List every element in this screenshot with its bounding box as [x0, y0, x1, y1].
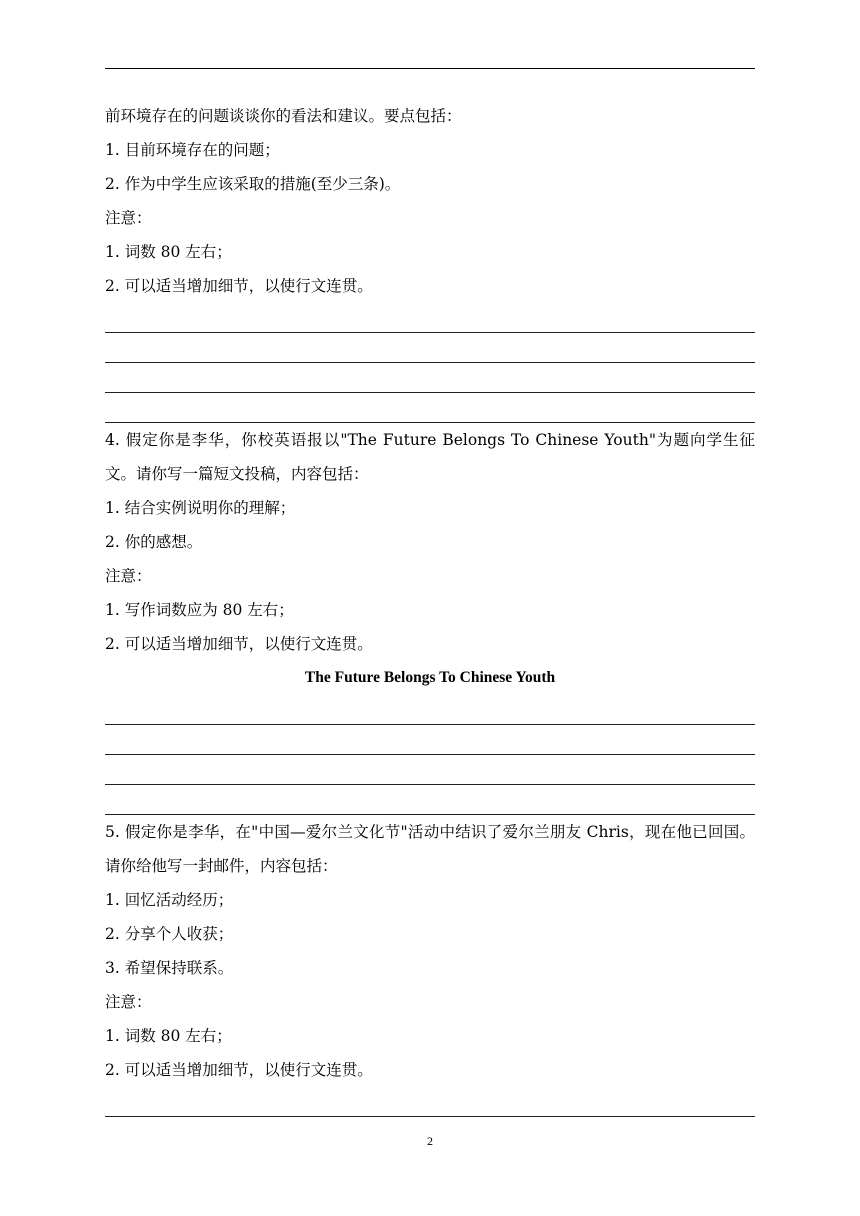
answer-line: [105, 695, 755, 725]
header-rule: [105, 68, 755, 69]
q5-note-label: 注意：: [105, 993, 152, 1011]
answer-line: [105, 393, 755, 423]
q3-note: 2. 可以适当增加细节，以使行文连贯。: [105, 277, 373, 295]
answer-line: [105, 785, 755, 815]
answer-line: [105, 755, 755, 785]
q4-intro: 4. 假定你是李华，你校英语报以"The Future Belongs To Chinese Youth"为题向学生征文。请你写一篇短文投稿，内容包括：: [105, 431, 755, 483]
q4-point: 2. 你的感想。: [105, 533, 203, 551]
q5-point: 1. 回忆活动经历；: [105, 891, 234, 909]
q5-note: 1. 词数 80 左右；: [105, 1027, 232, 1045]
q5-point: 2. 分享个人收获；: [105, 925, 234, 943]
q5-note: 2. 可以适当增加细节，以使行文连贯。: [105, 1061, 373, 1079]
question-3: [105, 99, 755, 423]
q3-note-label: 注意：: [105, 209, 152, 227]
q5-point: 3. 希望保持联系。: [105, 959, 234, 977]
page-number: 2: [427, 1134, 433, 1148]
answer-line: [105, 725, 755, 755]
q3-note: 1. 词数 80 左右；: [105, 243, 232, 261]
q5-answer-area[interactable]: [105, 1087, 755, 1117]
q4-note: 1. 写作词数应为 80 左右；: [105, 601, 294, 619]
q4-answer-area[interactable]: [105, 695, 755, 815]
page-content: [105, 99, 755, 1117]
question-5: [105, 815, 755, 1117]
q3-point: 2. 作为中学生应该采取的措施(至少三条)。: [105, 175, 401, 193]
q3-answer-area[interactable]: [105, 303, 755, 423]
answer-line: [105, 303, 755, 333]
answer-line: [105, 1087, 755, 1117]
question-4: [105, 423, 755, 815]
q4-point: 1. 结合实例说明你的理解；: [105, 499, 296, 517]
q4-essay-title: The Future Belongs To Chinese Youth: [304, 669, 556, 686]
q4-note-label: 注意：: [105, 567, 152, 585]
q3-line: 前环境存在的问题谈谈你的看法和建议。要点包括：: [105, 107, 462, 125]
q5-intro: 5. 假定你是李华，在"中国—爱尔兰文化节"活动中结识了爱尔兰朋友 Chris，现在他已回国。请你给他写一封邮件，内容包括：: [105, 823, 755, 875]
q3-point: 1. 目前环境存在的问题；: [105, 141, 280, 159]
answer-line: [105, 333, 755, 363]
answer-line: [105, 363, 755, 393]
q4-note: 2. 可以适当增加细节，以使行文连贯。: [105, 635, 373, 653]
